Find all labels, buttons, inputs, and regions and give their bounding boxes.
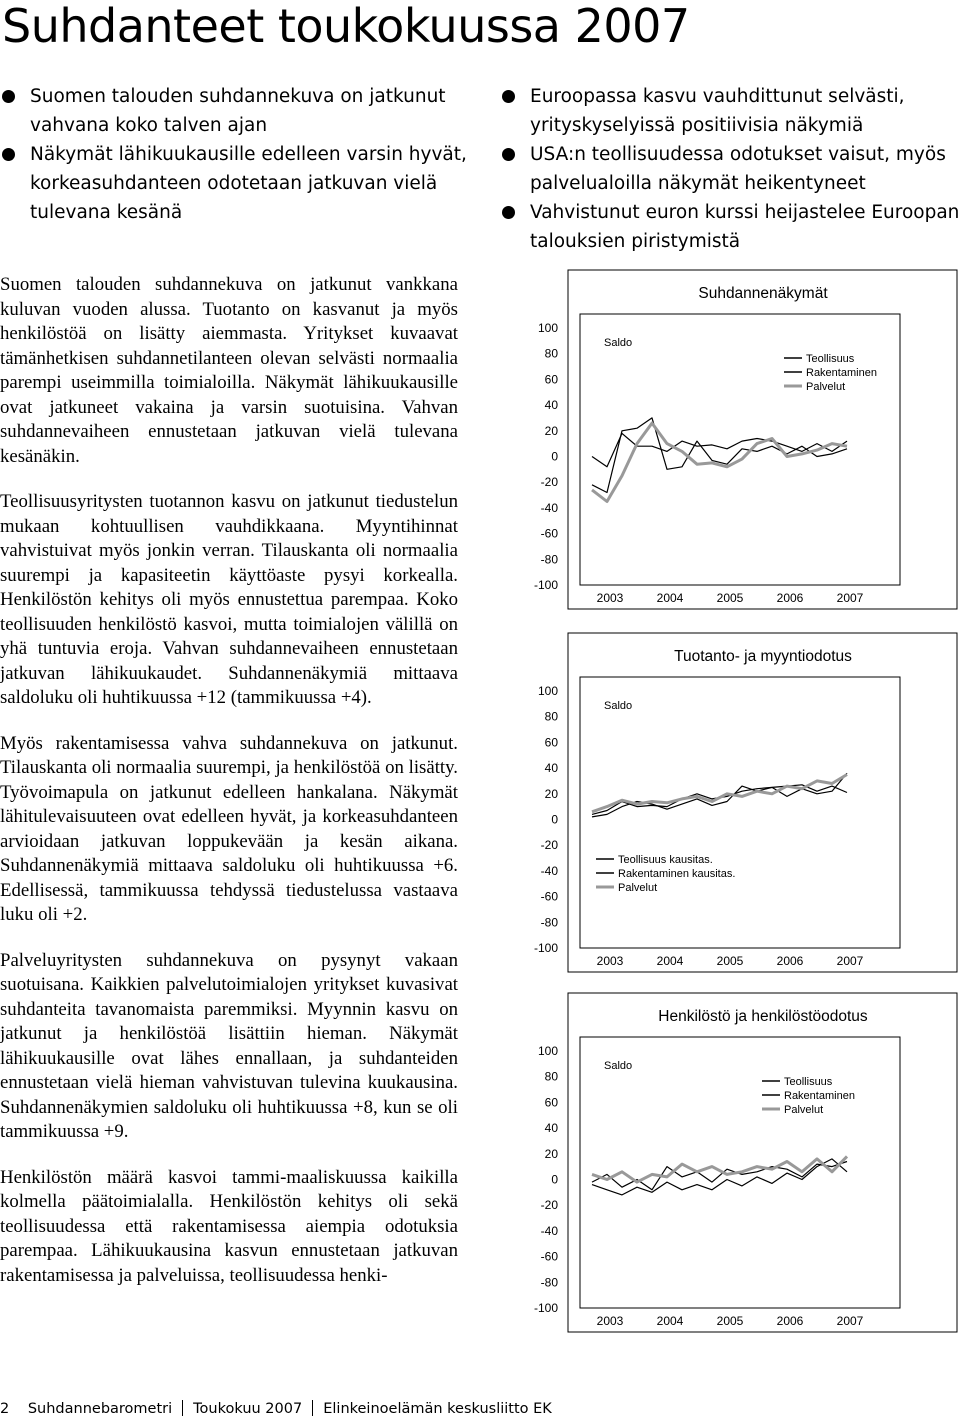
legend-label: Palvelut xyxy=(618,882,658,894)
chart-suhdannenakymat xyxy=(500,270,958,610)
footer-issue: Toukokuu 2007 xyxy=(193,1401,303,1417)
chart-tuotanto-myyntiodotus xyxy=(500,633,958,973)
bullet-item: Vahvistunut euron kurssi heijastelee Euroopan talouksien piristymistä xyxy=(500,198,960,256)
y-tick-label: 100 xyxy=(537,684,558,698)
y-tick-label: -60 xyxy=(540,889,558,904)
x-tick-label: 2003 xyxy=(596,591,624,605)
summary-bullets-right xyxy=(500,82,960,256)
paragraph: Teollisuusyritysten tuotannon kasvu on jatkunut tiedustelun mukaan kohtuullisen vauhdikkaana. Myyntihinnat vahvistuivat myös jonkin verran. Tilauskanta oli normaalia suurempi ja kapasiteetin käyttöaste pysyi korkealla. Henkilöstön kehitys oli myös ennustettua parempaa. Koko teollisuuden henkilöstö kasvoi, mutta toimialojen välillä on yhä tuntuvia eroja. Vahvan suhdannevaiheen ennustetaan jatkuvan lähikuukaudet. Suhdannenäkymiä mittaava saldoluku oli huhtikuussa +12 (tammikuussa +4). xyxy=(0,491,458,708)
x-tick-label: 2003 xyxy=(596,954,624,968)
summary-bullets-left xyxy=(0,82,470,227)
paragraph: Myös rakentamisessa vahva suhdannekuva on jatkunut. Tilauskanta oli normaalia suurempi, ja henkilöstöä on lisätty. Työvoimapula on jatkunut edelleen hankalana. Näkymät lähitulevaisuuteen ovat edelleen hyvät, ja korkeasuhdanteen arvioidaan jatkuvan loppukevään ja kesän aikana. Suhdannenäkymiä mittaava saldoluku oli huhtikuussa +6. Edellisessä, tammikuussa tehdyssä tiedustelussa vastaava luku oli +2. xyxy=(0,732,458,925)
plot-area xyxy=(580,677,900,948)
x-tick-label: 2006 xyxy=(776,591,804,605)
y-tick-label: 100 xyxy=(537,321,558,335)
legend-label: Rakentaminen xyxy=(806,367,877,379)
y-tick-label: -100 xyxy=(533,1301,558,1315)
y-tick-label: -100 xyxy=(533,578,558,592)
y-tick-label: 0 xyxy=(551,1172,558,1187)
series-line xyxy=(592,775,847,812)
y-tick-label: 0 xyxy=(551,449,558,464)
y-tick-label: 20 xyxy=(544,786,558,801)
y-tick-label: 60 xyxy=(544,372,558,387)
bullet-item: USA:n teollisuudessa odotukset vaisut, myös palvelualoilla näkymät heikentyneet xyxy=(500,140,960,198)
y-tick-label: 100 xyxy=(537,1044,558,1058)
y-tick-label: 60 xyxy=(544,1095,558,1110)
y-tick-label: -20 xyxy=(540,1198,558,1213)
legend-label: Teollisuus xyxy=(784,1076,833,1088)
y-axis-label: Saldo xyxy=(604,337,633,349)
chart-title: Suhdannenäkymät xyxy=(698,285,828,302)
chart-svg xyxy=(500,270,958,610)
y-axis-label: Saldo xyxy=(604,700,633,712)
page-number: 2 xyxy=(0,1401,10,1417)
legend-label: Rakentaminen xyxy=(784,1090,855,1102)
y-tick-label: -80 xyxy=(540,1275,558,1290)
paragraph: Palveluyritysten suhdannekuva on pysynyt vakaan suotuisana. Kaikkien palvelutoimialojen yritykset kuvasivat suhdanteita tavanomaista paremmiksi. Myynnin kasvu on jatkunut ja henkilöstöä lisättiin hieman. Näkymät lähikuukausille ovat lähes ennallaan, ja suhdanteiden ennustetaan vielä hieman vahvistuvan tulevina kuukausina. Suhdannenäkymien saldoluku oli huhtikuussa +8, kun se oli tammikuussa +9. xyxy=(0,949,458,1142)
y-tick-label: -20 xyxy=(540,475,558,490)
footer-divider xyxy=(182,1400,183,1416)
x-tick-label: 2007 xyxy=(836,954,864,968)
y-tick-label: -100 xyxy=(533,941,558,955)
x-tick-label: 2004 xyxy=(656,591,684,605)
y-tick-label: -80 xyxy=(540,915,558,930)
bullet-item: Euroopassa kasvu vauhdittunut selvästi, yrityskyselyissä positiivisia näkymiä xyxy=(500,82,960,140)
chart-svg xyxy=(500,993,958,1333)
article-body xyxy=(0,273,458,1309)
bullet-item: Näkymät lähikuukausille edelleen varsin hyvät, korkeasuhdanteen odotetaan jatkuvan vielä tulevana kesänä xyxy=(0,140,470,227)
x-tick-label: 2007 xyxy=(836,1314,864,1328)
y-tick-label: -20 xyxy=(540,838,558,853)
y-axis-label: Saldo xyxy=(604,1060,633,1072)
page-footer xyxy=(0,1400,552,1417)
page-title: Suhdanteet toukokuussa 2007 xyxy=(2,0,690,53)
chart-svg xyxy=(500,633,958,973)
legend-label: Rakentaminen kausitas. xyxy=(618,868,736,880)
x-tick-label: 2003 xyxy=(596,1314,624,1328)
footer-publication: Suhdannebarometri xyxy=(27,1401,173,1417)
chart-title: Tuotanto- ja myyntiodotus xyxy=(674,648,852,665)
x-tick-label: 2005 xyxy=(716,954,744,968)
y-tick-label: -40 xyxy=(540,500,558,515)
x-tick-label: 2005 xyxy=(716,591,744,605)
x-tick-label: 2006 xyxy=(776,1314,804,1328)
x-tick-label: 2005 xyxy=(716,1314,744,1328)
series-line xyxy=(592,785,847,815)
y-tick-label: 20 xyxy=(544,1146,558,1161)
x-tick-label: 2004 xyxy=(656,1314,684,1328)
y-tick-label: 20 xyxy=(544,423,558,438)
y-tick-label: -60 xyxy=(540,526,558,541)
chart-henkilosto xyxy=(500,993,958,1333)
footer-publisher: Elinkeinoelämän keskusliitto EK xyxy=(323,1401,552,1417)
chart-title: Henkilöstö ja henkilöstöodotus xyxy=(658,1008,868,1025)
y-tick-label: -40 xyxy=(540,863,558,878)
bullet-item: Suomen talouden suhdannekuva on jatkunut vahvana koko talven ajan xyxy=(0,82,470,140)
y-tick-label: 80 xyxy=(544,1069,558,1084)
x-tick-label: 2007 xyxy=(836,591,864,605)
y-tick-label: 40 xyxy=(544,1121,558,1136)
y-tick-label: 40 xyxy=(544,761,558,776)
y-tick-label: 80 xyxy=(544,346,558,361)
y-tick-label: 40 xyxy=(544,398,558,413)
x-tick-label: 2004 xyxy=(656,954,684,968)
y-tick-label: -80 xyxy=(540,552,558,567)
paragraph: Henkilöstön määrä kasvoi tammi-maaliskuussa kaikilla kolmella päätoimialalla. Henkilöstön kehitys oli sekä teollisuudessa että rakentamisessa aiempia odotuksia parempaa. Lähikuukausina kasvun ennustetaan jatkuvan rakentamisessa ja palveluissa, teollisuudessa henki- xyxy=(0,1166,458,1286)
y-tick-label: 60 xyxy=(544,735,558,750)
series-line xyxy=(592,773,847,817)
paragraph: Suomen talouden suhdannekuva on jatkunut vankkana kuluvan vuoden alussa. Tuotanto on kasvanut ja myös henkilöstöä on lisätty aiemmasta. Yritykset kuvaavat tämänhetkisen suhdannetilanteen olevan selvästi normaalia parempi useimmilla toimialoilla. Näkymät lähikuukausille ovat jatkuneet vakaina ja varsin suotuisina. Vahvan suhdannevaiheen ennustetaan jatkuvan vielä tulevana kesänäkin. xyxy=(0,274,458,467)
y-tick-label: -60 xyxy=(540,1249,558,1264)
series-line xyxy=(592,1156,847,1182)
legend-label: Palvelut xyxy=(806,381,846,393)
y-tick-label: 0 xyxy=(551,812,558,827)
legend-label: Palvelut xyxy=(784,1104,824,1116)
footer-divider xyxy=(312,1400,313,1416)
y-tick-label: 80 xyxy=(544,709,558,724)
legend-label: Teollisuus kausitas. xyxy=(618,854,713,866)
y-tick-label: -40 xyxy=(540,1223,558,1238)
x-tick-label: 2006 xyxy=(776,954,804,968)
legend-label: Teollisuus xyxy=(806,353,855,365)
chart-frame xyxy=(568,993,957,1332)
